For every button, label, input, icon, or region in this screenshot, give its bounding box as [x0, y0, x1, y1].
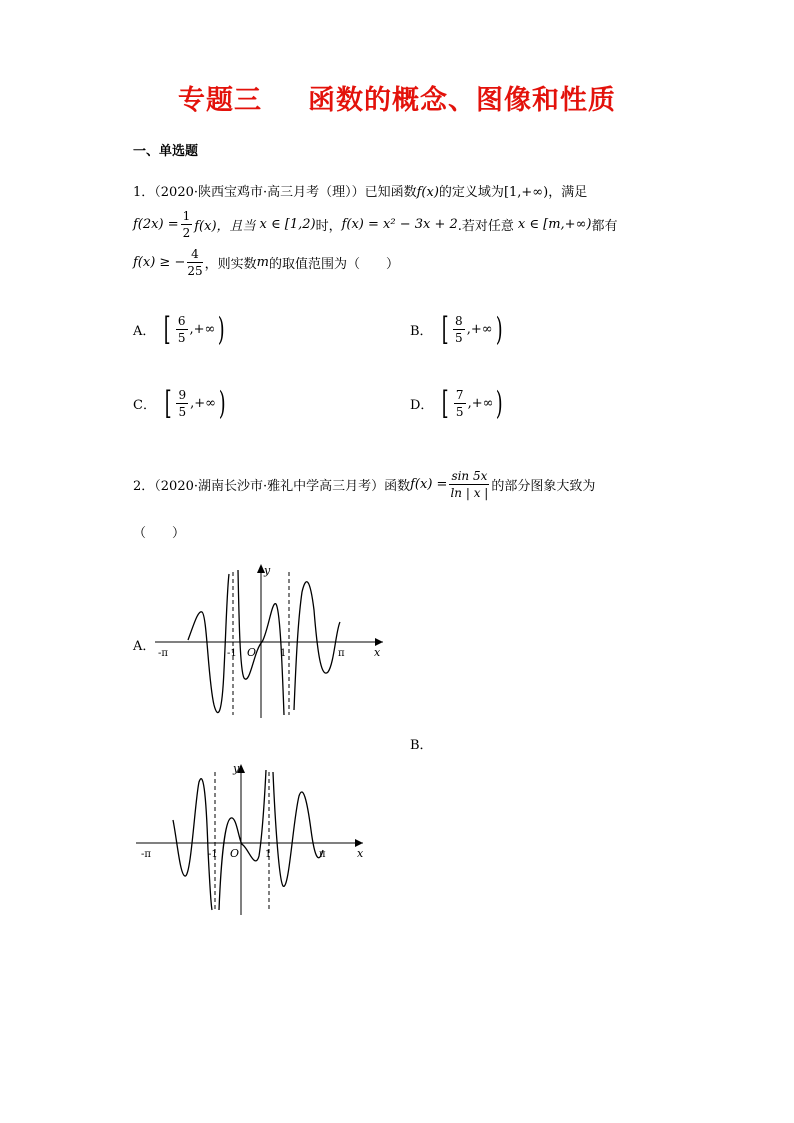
q1-option-b[interactable]: [410, 310, 505, 348]
curve-right-branch: [273, 772, 323, 886]
frac-numerator: 9: [178, 387, 187, 402]
q1-line1: [133, 181, 587, 200]
curve-left-branch: [173, 779, 212, 910]
q1-source: 1．（2020·陕西宝鸡市·高三月考（理））已知函数: [133, 185, 417, 200]
y-label: y: [233, 762, 240, 775]
option-label: A．: [133, 323, 156, 339]
frac-denominator: ln | x |: [450, 486, 489, 500]
frac-numerator: 7: [455, 387, 464, 402]
x-label: x: [357, 847, 364, 860]
origin-label: O: [230, 847, 240, 860]
q1-text-real: ，则实数: [204, 257, 257, 272]
option-fraction: [176, 389, 188, 418]
q1-text-when: 时，: [315, 219, 342, 234]
q1-line3: [133, 248, 399, 277]
title-part1: 专题三: [178, 85, 262, 116]
q1-function: f(x): [416, 185, 439, 200]
q2-option-b-graph[interactable]: [133, 760, 373, 920]
origin-label: O: [247, 646, 257, 659]
left-bracket: [: [441, 310, 449, 348]
q1-domain: [1,+∞): [503, 185, 549, 200]
y-label: y: [264, 564, 271, 577]
q1-inequality-lhs: f(x) ≥ −: [133, 255, 186, 270]
section-heading: 一、单选题: [133, 144, 199, 159]
q1-text-range: 的取值范围为（ ）: [268, 257, 399, 272]
frac-denominator: 5: [455, 330, 463, 345]
q1-option-a[interactable]: [133, 310, 228, 348]
q2-answer-paren: （ ）: [133, 526, 186, 541]
frac-denominator: 25: [187, 264, 203, 278]
q2-option-b-label[interactable]: B．: [410, 738, 433, 753]
q1-formula: f(x) = x² − 3x + 2: [341, 217, 458, 232]
q2-source: 2．（2020·湖南长沙市·雅礼中学高三月考）函数: [133, 479, 411, 494]
neg-one-label: -1: [208, 849, 218, 860]
q1-text-any: .若对任意: [457, 219, 514, 234]
option-fraction: [176, 315, 188, 344]
q1-line2: [133, 210, 617, 239]
option-label: B．: [410, 323, 433, 339]
frac-numerator: 1: [182, 209, 191, 223]
right-paren: ): [495, 310, 503, 348]
q1-bound-fraction: [187, 248, 202, 277]
q1-text-all: 都有: [591, 219, 618, 234]
neg-pi-label: -π: [158, 648, 168, 659]
q1-text-domain: 的定义域为: [438, 185, 504, 200]
neg-pi-label: -π: [141, 849, 151, 860]
q1-option-d[interactable]: [410, 384, 506, 422]
frac-numerator: sin 5x: [451, 469, 488, 483]
frac-numerator: 8: [455, 313, 463, 328]
q2-line1: [133, 470, 595, 499]
q1-option-c[interactable]: [133, 384, 228, 422]
option-fraction: [453, 315, 465, 344]
pi-label: π: [319, 849, 326, 860]
q2-text-graph: 的部分图象大致为: [491, 479, 596, 494]
q2-option-a-graph[interactable]: [150, 560, 390, 720]
title-part2: 函数的概念、图像和性质: [308, 85, 616, 116]
q1-functional-eq-lhs: f(2x) =: [133, 217, 179, 232]
option-fraction: [454, 389, 466, 418]
right-paren: ): [218, 384, 226, 422]
right-paren: ): [218, 310, 226, 348]
option-tail: ,+∞: [466, 321, 493, 337]
q2-option-a-label[interactable]: A．: [133, 639, 156, 654]
q1-any-interval: x ∈ [m,+∞): [517, 217, 592, 232]
one-label: 1: [265, 849, 272, 860]
option-label: D．: [410, 397, 434, 413]
option-tail: ,+∞: [190, 395, 216, 411]
x-label: x: [374, 646, 381, 659]
pi-label: π: [338, 648, 345, 659]
frac-denominator: 5: [178, 404, 187, 419]
frac-denominator: 5: [455, 404, 464, 419]
one-label: 1: [280, 648, 287, 659]
curve-left-branch: [188, 574, 229, 713]
q1-text-satisfy: ，满足: [548, 185, 588, 200]
right-paren: ): [496, 384, 504, 422]
neg-one-label: -1: [227, 648, 237, 659]
x-axis-arrow-icon: [355, 839, 363, 847]
page-title: [0, 78, 794, 117]
q2-fraction: [449, 470, 489, 499]
x-axis-arrow-icon: [375, 638, 383, 646]
option-tail: ,+∞: [189, 321, 216, 337]
curve-right-branch: [294, 582, 340, 710]
curve-middle-branch: [219, 770, 266, 910]
q2-function: f(x) =: [410, 477, 448, 492]
left-bracket: [: [164, 310, 172, 348]
frac-denominator: 5: [177, 330, 186, 345]
frac-numerator: 6: [177, 313, 186, 328]
left-bracket: [: [442, 384, 450, 422]
q1-functional-eq-rhs: f(x)，且当: [194, 219, 256, 234]
q1-condition-interval: x ∈ [1,2): [259, 217, 316, 232]
option-label: C．: [133, 397, 156, 413]
q1-half-fraction: [181, 210, 193, 239]
option-tail: ,+∞: [467, 395, 494, 411]
q1-var-m: m: [256, 255, 269, 270]
frac-denominator: 2: [182, 226, 191, 240]
frac-numerator: 4: [187, 248, 202, 263]
left-bracket: [: [164, 384, 172, 422]
